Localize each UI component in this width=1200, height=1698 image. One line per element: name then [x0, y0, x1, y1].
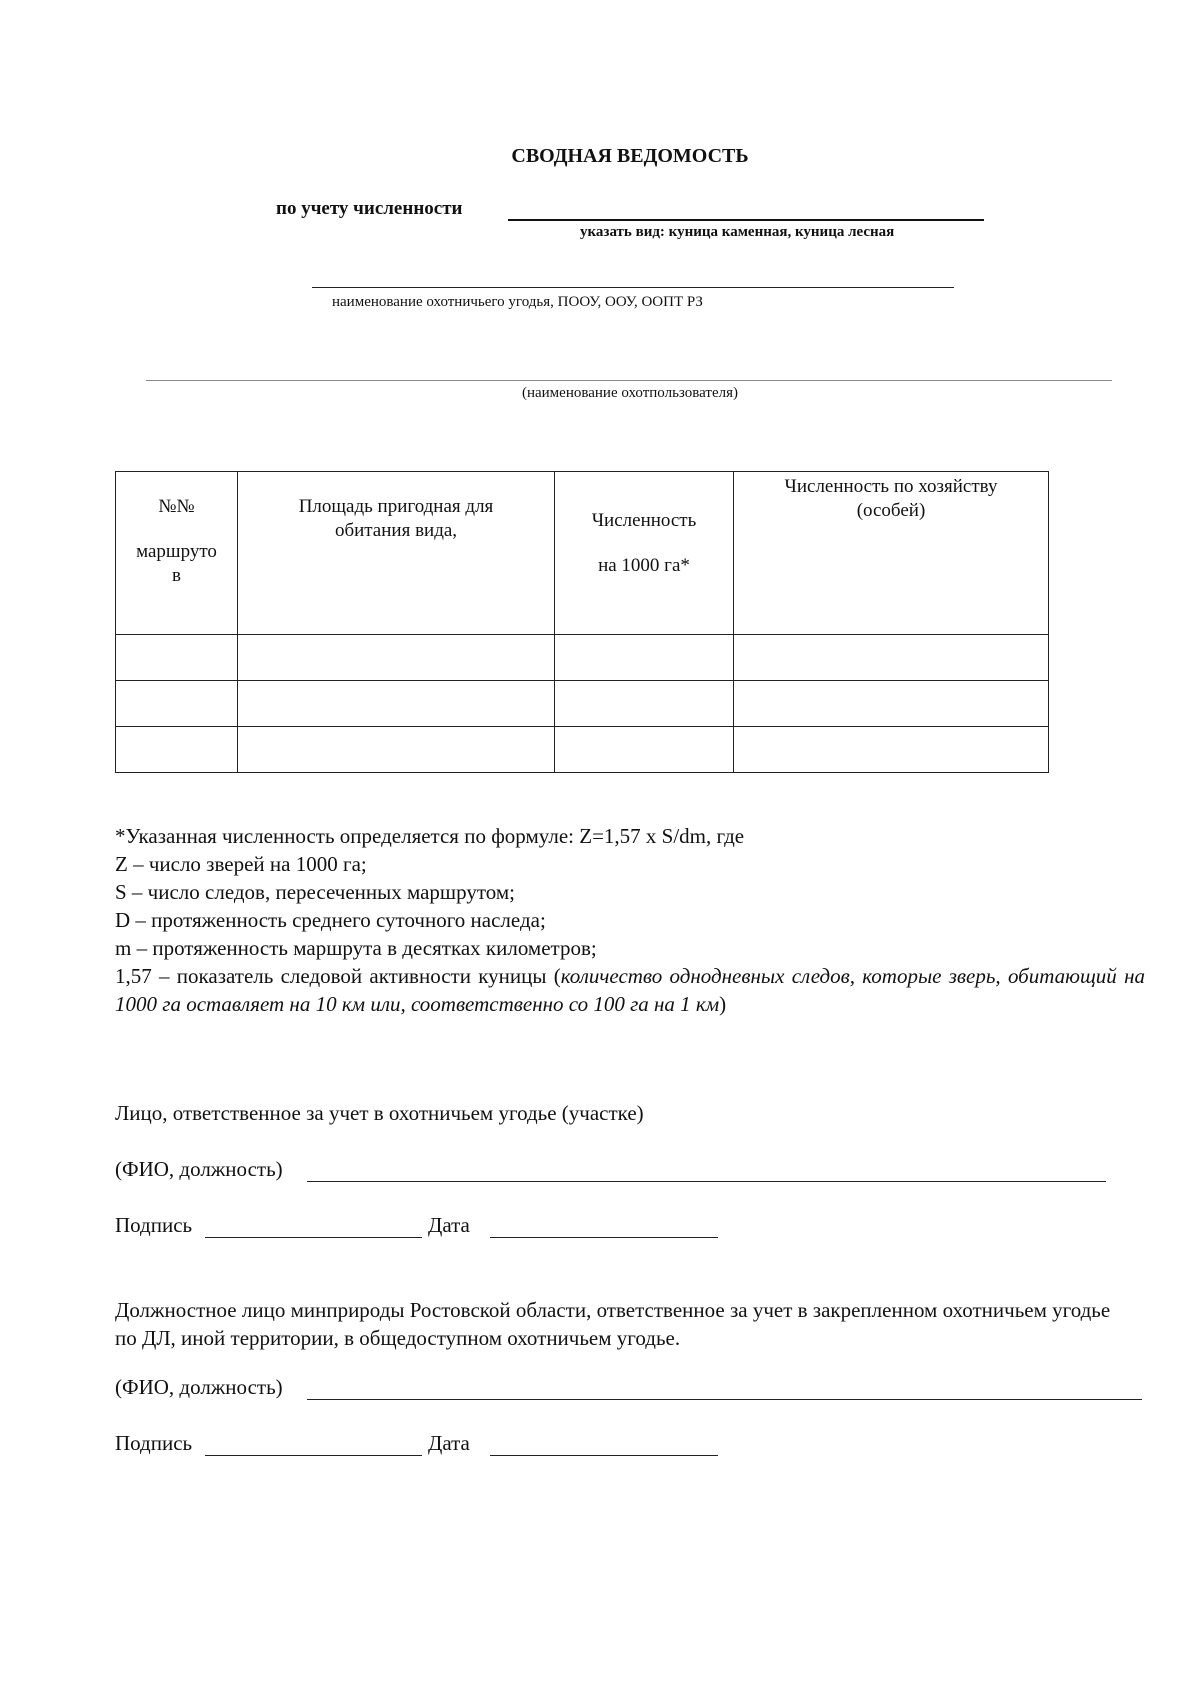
species-hint: указать вид: куница каменная, куница лесная [580, 224, 895, 240]
table-cell[interactable] [555, 681, 734, 727]
table-cell[interactable] [555, 635, 734, 681]
header-density-line2: на 1000 га* [598, 555, 690, 576]
header-routes-line3: в [172, 565, 181, 586]
note-coefficient-italic: количество однодневных следов, которые зверь, обитающий на 1000 га оставляет на 10 км или, соответственно со 100 га на 1 км [115, 964, 1145, 1016]
formula-line: *Указанная численность определяется по формуле: Z=1,57 x S/dm, где [115, 824, 745, 848]
responsible2-heading: Должностное лицо минприроды Ростовской области, ответственное за учет в закрепленном охотничьем угодье по ДЛ, иной территории, в общедоступном охотничьем угодье. [115, 1298, 1111, 1350]
table-row [116, 681, 1049, 727]
responsible2-date-label: Дата [428, 1431, 470, 1455]
responsible1-sign-label: Подпись [115, 1213, 193, 1237]
table-cell[interactable] [116, 727, 238, 773]
header-cell-density [555, 472, 734, 635]
table-cell[interactable] [238, 635, 555, 681]
document-title: СВОДНАЯ ВЕДОМОСТЬ [511, 145, 749, 167]
responsible2-sign-line[interactable] [205, 1455, 422, 1456]
species-field-line[interactable] [508, 219, 984, 221]
table-cell[interactable] [734, 635, 1049, 681]
user-field-line[interactable] [146, 380, 1112, 381]
responsible2-fio-line[interactable] [307, 1399, 1142, 1400]
hunting-ground-field-line[interactable] [312, 287, 954, 288]
header-area-line1: Площадь пригодная для [298, 496, 494, 517]
table-cell[interactable] [116, 681, 238, 727]
header-cell-total [734, 472, 1049, 635]
summary-table [115, 471, 1049, 773]
responsible1-sign-line[interactable] [205, 1237, 422, 1238]
user-hint: (наименование охотпользователя) [521, 385, 739, 401]
table-cell[interactable] [555, 727, 734, 773]
header-density-line1: Численность [591, 510, 697, 531]
note-d: D – протяженность среднего суточного наследа; [115, 908, 546, 932]
table-cell[interactable] [116, 635, 238, 681]
header-total-line1: Численность по хозяйству [784, 476, 998, 497]
responsible1-fio-line[interactable] [307, 1181, 1106, 1182]
note-coefficient-suffix: ) [719, 992, 727, 1016]
formula-notes [115, 822, 1145, 1018]
header-cell-routes [116, 472, 238, 635]
table-cell[interactable] [238, 681, 555, 727]
table-cell[interactable] [734, 681, 1049, 727]
header-cell-area [238, 472, 555, 635]
responsible1-heading: Лицо, ответственное за учет в охотничьем угодье (участке) [115, 1101, 644, 1125]
hunting-ground-hint: наименование охотничьего угодья, ПООУ, ООУ, ООПТ РЗ [332, 294, 703, 310]
table-cell[interactable] [734, 727, 1049, 773]
responsible1-date-label: Дата [428, 1213, 470, 1237]
count-label: по учету численности [276, 198, 463, 219]
responsible2-fio-label: (ФИО, должность) [115, 1375, 283, 1399]
header-area-line2: обитания вида, [334, 520, 458, 541]
header-total-line2: (особей) [856, 500, 926, 521]
note-m: m – протяженность маршрута в десятках километров; [115, 936, 597, 960]
table-cell[interactable] [238, 727, 555, 773]
table-header-row [116, 472, 1049, 635]
table-row [116, 635, 1049, 681]
responsible1-date-line[interactable] [490, 1237, 718, 1238]
header-routes-line1: №№ [158, 496, 195, 517]
note-coefficient-prefix: 1,57 – показатель следовой активности куницы ( [115, 964, 561, 988]
responsible1-fio-label: (ФИО, должность) [115, 1157, 283, 1181]
table-row [116, 727, 1049, 773]
note-z: Z – число зверей на 1000 га; [115, 852, 367, 876]
note-coefficient [115, 962, 1145, 1018]
header-routes-line2: маршруто [136, 541, 217, 562]
note-s: S – число следов, пересеченных маршрутом; [115, 880, 515, 904]
responsible2-sign-label: Подпись [115, 1431, 193, 1455]
responsible2-date-line[interactable] [490, 1455, 718, 1456]
